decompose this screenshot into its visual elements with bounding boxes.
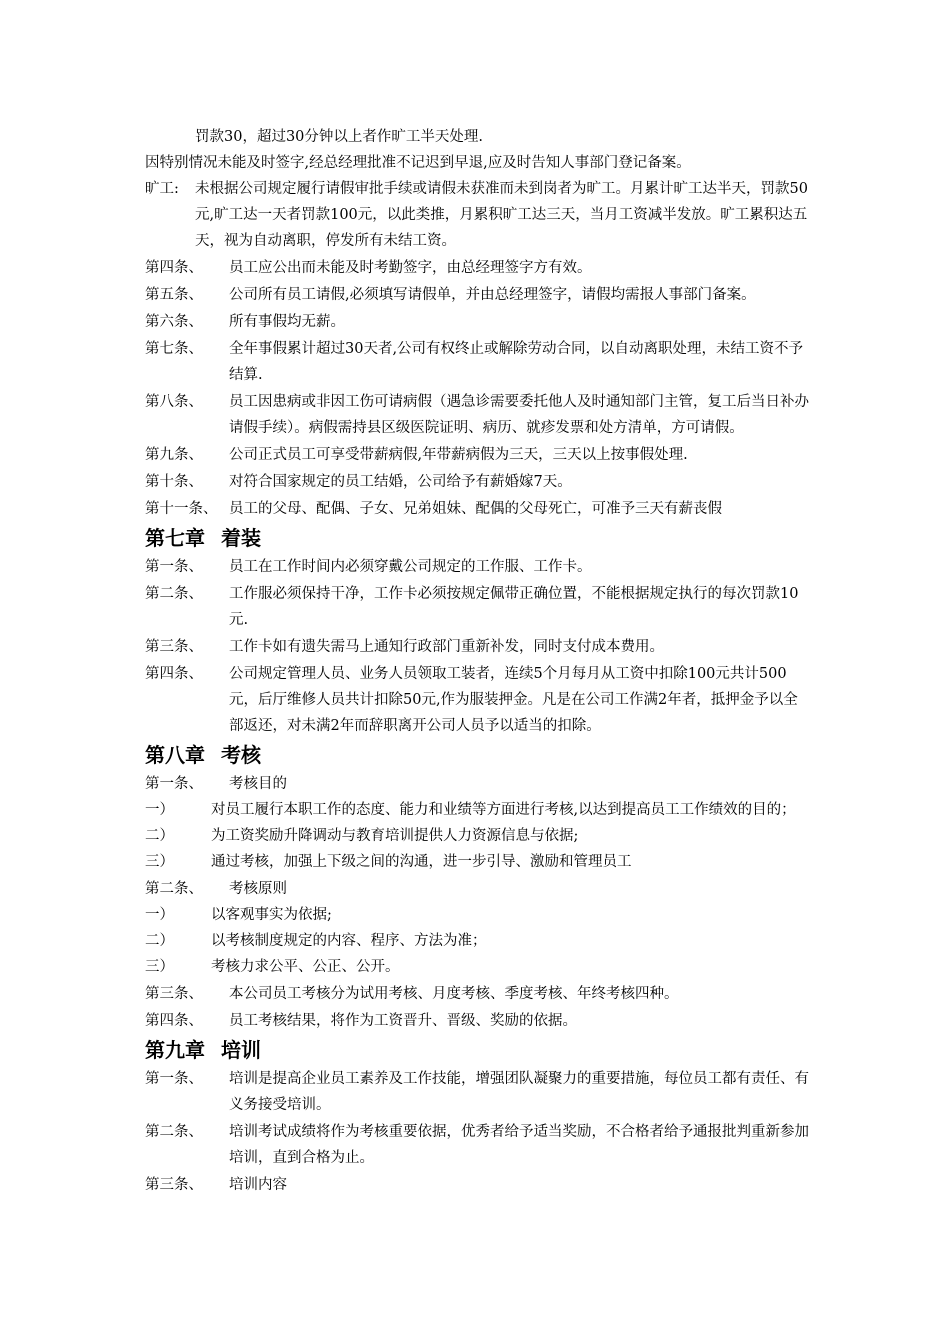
article-number: 第四条、 [145, 666, 203, 682]
item-number: 二） [145, 933, 174, 949]
list-item [145, 928, 810, 954]
article-text: 员工应公出而未能及时考勤签字，由总经理签字方有效。 [229, 260, 592, 276]
item-number: 一） [145, 907, 174, 923]
article-number: 第一条、 [145, 1071, 203, 1087]
chapter-title: 着装 [221, 526, 261, 550]
article [145, 496, 810, 522]
article-text: 员工考核结果，将作为工资晋升、晋级、奖励的依据。 [229, 1013, 577, 1029]
article [145, 771, 810, 797]
article-text: 全年事假累计超过30天者,公司有权终止或解除劳动合同，以自动离职处理，未结工资不予结算. [229, 341, 804, 383]
article-number: 第二条、 [145, 1124, 203, 1140]
article-number: 第三条、 [145, 639, 203, 655]
article [145, 255, 810, 281]
article-text: 培训是提高企业员工素养及工作技能，增强团队凝聚力的重要措施，每位员工都有责任、有义务接受培训。 [229, 1071, 809, 1113]
article-text: 员工因患病或非因工伤可请病假（遇急诊需要委托他人及时通知部门主管，复工后当日补办请假手续）。病假需持县区级医院证明、病历、就疹发票和处方清单，方可请假。 [229, 394, 809, 436]
chapter-number: 第九章 [145, 1038, 205, 1062]
special-case-note: 因特别情况未能及时签字,经总经理批准不记迟到早退,应及时告知人事部门登记备案。 [145, 155, 691, 171]
article-number: 第一条、 [145, 559, 203, 575]
absence-text: 未根据公司规定履行请假审批手续或请假未获准而未到岗者为旷工。月累计旷工达半天，罚款50元,旷工达一天者罚款100元，以此类推，月累积旷工达三天，当月工资减半发放。旷工累积达五天，视为自动离职，停发所有未结工资。 [195, 181, 808, 249]
chapter-7-articles [145, 554, 810, 739]
item-text: 以考核制度规定的内容、程序、方法为准； [211, 933, 487, 949]
article [145, 554, 810, 580]
article-text: 公司规定管理人员、业务人员领取工装者，连续5个月每月从工资中扣除100元共计500元，后厅维修人员共计扣除50元,作为服装押金。凡是在公司工作满2年者，抵押金予以全部返还，对未满2年而辞职离开公司人员予以适当的扣除。 [229, 666, 798, 734]
chapter-9-articles [145, 1066, 810, 1198]
article-number: 第四条、 [145, 1013, 203, 1029]
article [145, 981, 810, 1007]
article-text: 公司所有员工请假,必须填写请假单，并由总经理签字，请假均需报人事部门备案。 [229, 287, 756, 303]
article-number: 第六条、 [145, 314, 203, 330]
article [145, 282, 810, 308]
article-text: 所有事假均无薪。 [229, 314, 345, 330]
article-number: 第七条、 [145, 341, 203, 357]
article [145, 336, 810, 388]
article [145, 1008, 810, 1034]
article-number: 第一条、 [145, 776, 203, 792]
article [145, 389, 810, 441]
article-text: 培训内容 [229, 1177, 287, 1193]
item-number: 二） [145, 828, 174, 844]
article-text: 考核目的 [229, 776, 287, 792]
list-item [145, 902, 810, 928]
item-number: 三） [145, 854, 174, 870]
article [145, 309, 810, 335]
item-text: 通过考核，加强上下级之间的沟通，进一步引导、激励和管理员工 [211, 854, 632, 870]
article-number: 第九条、 [145, 447, 203, 463]
article [145, 442, 810, 468]
article-number: 第三条、 [145, 986, 203, 1002]
article-number: 第二条、 [145, 586, 203, 602]
list-item [145, 823, 810, 849]
article-number: 第三条、 [145, 1177, 203, 1193]
item-number: 三） [145, 959, 174, 975]
article-text: 员工的父母、配偶、子女、兄弟姐妹、配偶的父母死亡，可准予三天有薪丧假 [229, 501, 722, 517]
absence-label: 旷工: [145, 181, 179, 197]
chapter-number: 第七章 [145, 526, 205, 550]
chapter-title: 考核 [221, 743, 261, 767]
article-number: 第八条、 [145, 394, 203, 410]
article-text: 工作服必须保持干净，工作卡必须按规定佩带正确位置，不能根据规定执行的每次罚款10元. [229, 586, 799, 628]
article-text: 本公司员工考核分为试用考核、月度考核、季度考核、年终考核四种。 [229, 986, 679, 1002]
article [145, 581, 810, 633]
article-text: 工作卡如有遗失需马上通知行政部门重新补发，同时支付成本费用。 [229, 639, 664, 655]
article-text: 考核原则 [229, 881, 287, 897]
article [145, 1172, 810, 1198]
article-number: 第十一条、 [145, 501, 218, 517]
item-text: 对员工履行本职工作的态度、能力和业绩等方面进行考核,以达到提高员工工作绩效的目的； [211, 802, 796, 818]
chapter-9-heading [145, 1035, 810, 1065]
list-item [145, 954, 810, 980]
article-number: 第四条、 [145, 260, 203, 276]
article-text: 公司正式员工可享受带薪病假,年带薪病假为三天，三天以上按事假处理. [229, 447, 688, 463]
penalty-continuation: 罚款30，超过30分钟以上者作旷工半天处理. [195, 129, 484, 145]
article [145, 469, 810, 495]
article [145, 876, 810, 902]
list-item [145, 849, 810, 875]
leave-articles [145, 255, 810, 522]
document-page [145, 124, 810, 1198]
article-text: 员工在工作时间内必须穿戴公司规定的工作服、工作卡。 [229, 559, 592, 575]
article-number: 第二条、 [145, 881, 203, 897]
item-text: 为工资奖励升降调动与教育培训提供人力资源信息与依据; [211, 828, 579, 844]
article [145, 634, 810, 660]
item-text: 以客观事实为依据; [211, 907, 332, 923]
article-text: 对符合国家规定的员工结婚，公司给予有薪婚嫁7天。 [229, 474, 572, 490]
chapter-title: 培训 [221, 1038, 261, 1062]
absence-rule [145, 176, 810, 254]
article-text: 培训考试成绩将作为考核重要依据，优秀者给予适当奖励，不合格者给予通报批判重新参加培训，直到合格为止。 [229, 1124, 809, 1166]
chapter-number: 第八章 [145, 743, 205, 767]
article [145, 661, 810, 739]
chapter-8-articles [145, 771, 810, 1034]
list-item [145, 797, 810, 823]
chapter-7-heading [145, 523, 810, 553]
item-number: 一） [145, 802, 174, 818]
article [145, 1066, 810, 1118]
item-text: 考核力求公平、公正、公开。 [211, 959, 400, 975]
article-number: 第十条、 [145, 474, 203, 490]
chapter-8-heading [145, 740, 810, 770]
article [145, 1119, 810, 1171]
article-number: 第五条、 [145, 287, 203, 303]
